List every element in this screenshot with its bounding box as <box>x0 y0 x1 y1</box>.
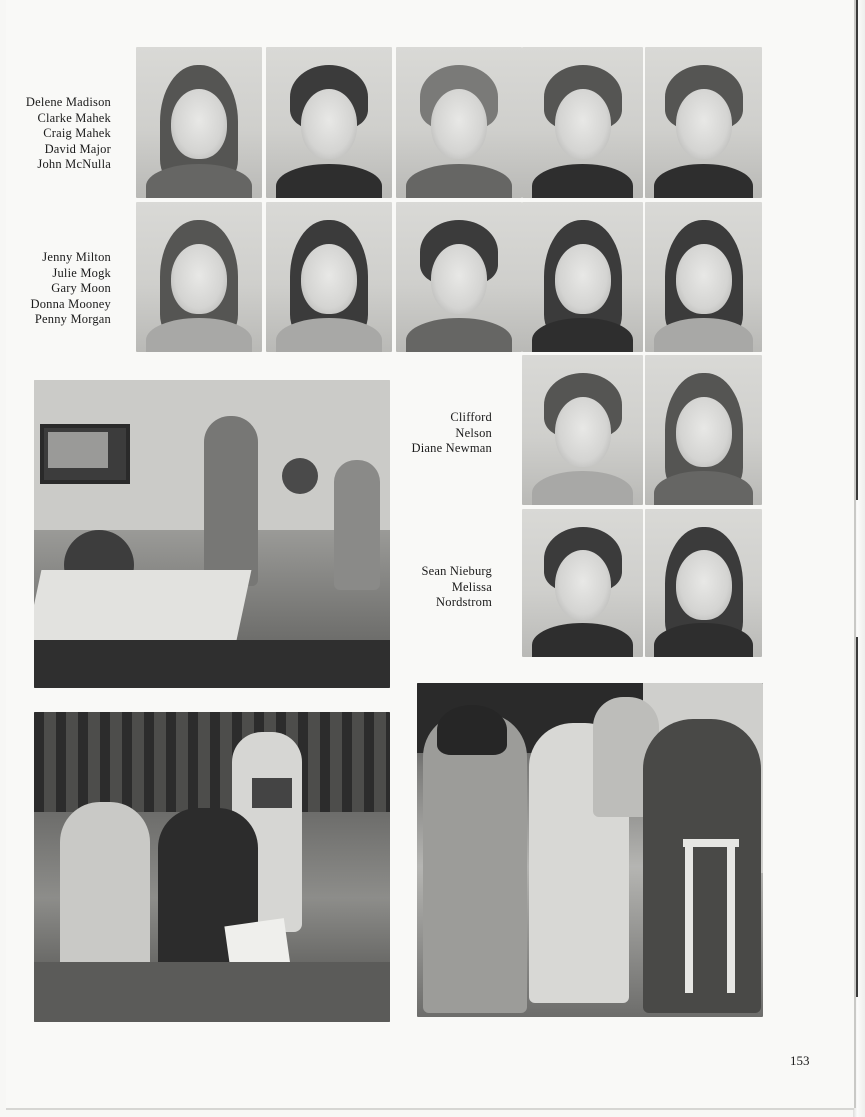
student-portrait <box>522 47 643 198</box>
caption-row4 <box>386 564 492 611</box>
student-name: Sean Nieburg <box>421 564 492 578</box>
student-portrait <box>396 202 522 352</box>
student-portrait <box>136 202 262 352</box>
student-name: Diane Newman <box>411 441 492 455</box>
classroom-photo <box>34 380 390 688</box>
caption-row3 <box>386 410 492 457</box>
student-portrait <box>522 509 643 657</box>
student-portrait <box>645 509 762 657</box>
student-name: Clarke Mahek <box>37 110 111 125</box>
student-portrait <box>645 47 762 198</box>
student-name: Nordstrom <box>436 595 492 609</box>
student-portrait <box>396 47 522 198</box>
student-portrait <box>136 47 262 198</box>
student-name: Melissa <box>451 579 492 594</box>
student-portrait <box>522 202 643 352</box>
student-name: Donna Mooney <box>30 296 111 311</box>
student-portrait <box>645 355 762 505</box>
student-name: Gary Moon <box>51 281 111 295</box>
student-portrait <box>266 47 392 198</box>
outdoor-group-photo <box>34 712 390 1022</box>
student-portrait <box>645 202 762 352</box>
student-portrait <box>266 202 392 352</box>
student-name: Nelson <box>455 425 492 440</box>
caption-row1 <box>8 95 111 173</box>
student-name: John McNulla <box>37 157 111 171</box>
student-name: Craig Mahek <box>43 126 111 140</box>
student-portrait <box>522 355 643 505</box>
bench-group-photo <box>417 683 763 1017</box>
student-name: David Major <box>44 141 111 156</box>
student-name: Julie Mogk <box>52 265 111 280</box>
student-name: Clifford <box>450 410 492 424</box>
yearbook-page <box>6 0 854 1108</box>
caption-row2 <box>8 250 111 328</box>
student-name: Jenny Milton <box>42 250 111 264</box>
page-number: 153 <box>790 1053 810 1068</box>
student-name: Penny Morgan <box>34 312 111 326</box>
student-name: Delene Madison <box>25 95 111 109</box>
